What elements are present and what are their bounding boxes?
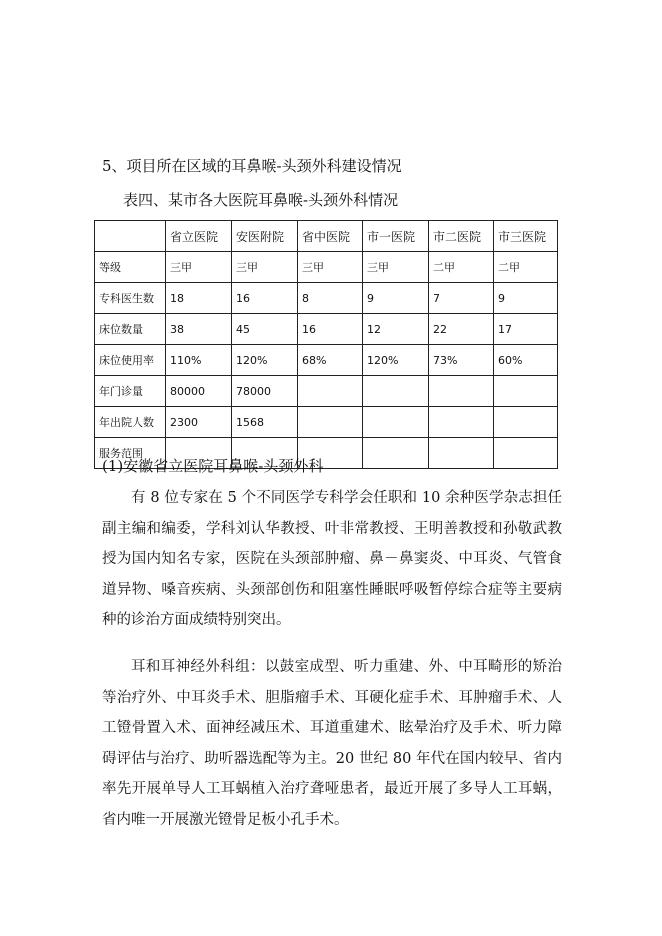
table-row [95,407,558,438]
row-label: 等级 [95,252,166,283]
table-header-cell: 安医附院 [232,221,298,252]
table-header-cell: 市一医院 [363,221,429,252]
table-cell: 8 [298,283,363,314]
table-cell: 80000 [166,376,232,407]
experts-paragraph: 有 8 位专家在 5 个不同医学专科学会任职和 10 余种医学杂志担任副主编和编委，学科刘认华教授、叶非常教授、王明善教授和孙敬武教授为国内知名专家，医院在头颈部肿瘤、鼻－鼻窦炎、中耳炎、气管食道异物、嗓音疾病、头颈部创伤和阻塞性睡眠呼吸暂停综合症等主要病种的诊治方面成绩特别突出。 [102,490,562,628]
table-cell: 16 [232,283,298,314]
table-cell: 120% [232,345,298,376]
table-cell [298,407,363,438]
table-row [95,283,558,314]
table-cell: 18 [166,283,232,314]
table-cell: 73% [429,345,494,376]
table-cell [298,376,363,407]
table-cell: 60% [494,345,558,376]
table-cell: 22 [429,314,494,345]
table-cell [494,438,558,469]
row-label: 床位数量 [95,314,166,345]
table-cell [429,438,494,469]
table-cell: 78000 [232,376,298,407]
table-header-cell: 省中医院 [298,221,363,252]
table-row [95,314,558,345]
subsection-title: (1)安徽省立医院耳鼻喉-头颈外科 [102,457,324,475]
table-cell: 120% [363,345,429,376]
table-cell: 110% [166,345,232,376]
otology-group-paragraph: 耳和耳神经外科组：以鼓室成型、听力重建、外、中耳畸形的矫治等治疗外、中耳炎手术、胆脂瘤手术、耳硬化症手术、耳肿瘤手术、人工镫骨置入术、面神经减压术、耳道重建术、眩晕治疗及手术、听力障碍评估与治疗、助听器选配等为主。20 世纪 80 年代在国内较早、省内率先开展单导人工耳蜗植入治疗聋哑患者，最近开展了多导人工耳蜗，省内唯一开展激光镫骨足板小孔手术。 [102,659,562,828]
table-cell: 9 [363,283,429,314]
row-label: 年出院人数 [95,407,166,438]
table-cell [363,407,429,438]
table-cell: 三甲 [298,252,363,283]
table-cell: 12 [363,314,429,345]
table-cell: 三甲 [232,252,298,283]
table-cell: 1568 [232,407,298,438]
table-cell: 二甲 [429,252,494,283]
row-label: 服务范围 [95,438,166,469]
table-header-cell [95,221,166,252]
table-cell: 16 [298,314,363,345]
table-cell [429,407,494,438]
table-cell: 45 [232,314,298,345]
hospital-stats-table [94,220,558,469]
row-label: 专科医生数 [95,283,166,314]
table-row [95,345,558,376]
table-cell [494,376,558,407]
row-label: 床位使用率 [95,345,166,376]
table-cell: 38 [166,314,232,345]
table-cell: 7 [429,283,494,314]
table-header-cell: 省立医院 [166,221,232,252]
table-row [95,252,558,283]
table-cell [363,438,429,469]
table-cell: 三甲 [166,252,232,283]
table-cell: 68% [298,345,363,376]
table-cell: 2300 [166,407,232,438]
table-row [95,376,558,407]
table-header-cell: 市三医院 [494,221,558,252]
table-cell: 二甲 [494,252,558,283]
table-cell: 三甲 [363,252,429,283]
table-caption: 表四、某市各大医院耳鼻喉-头颈外科情况 [123,191,399,209]
table-cell: 9 [494,283,558,314]
table-cell [494,407,558,438]
table-header-cell: 市二医院 [429,221,494,252]
section-heading: 5、项目所在区域的耳鼻喉-头颈外科建设情况 [102,157,402,175]
table-header-row [95,221,558,252]
row-label: 年门诊量 [95,376,166,407]
table-cell [363,376,429,407]
table-cell: 17 [494,314,558,345]
table-cell [429,376,494,407]
